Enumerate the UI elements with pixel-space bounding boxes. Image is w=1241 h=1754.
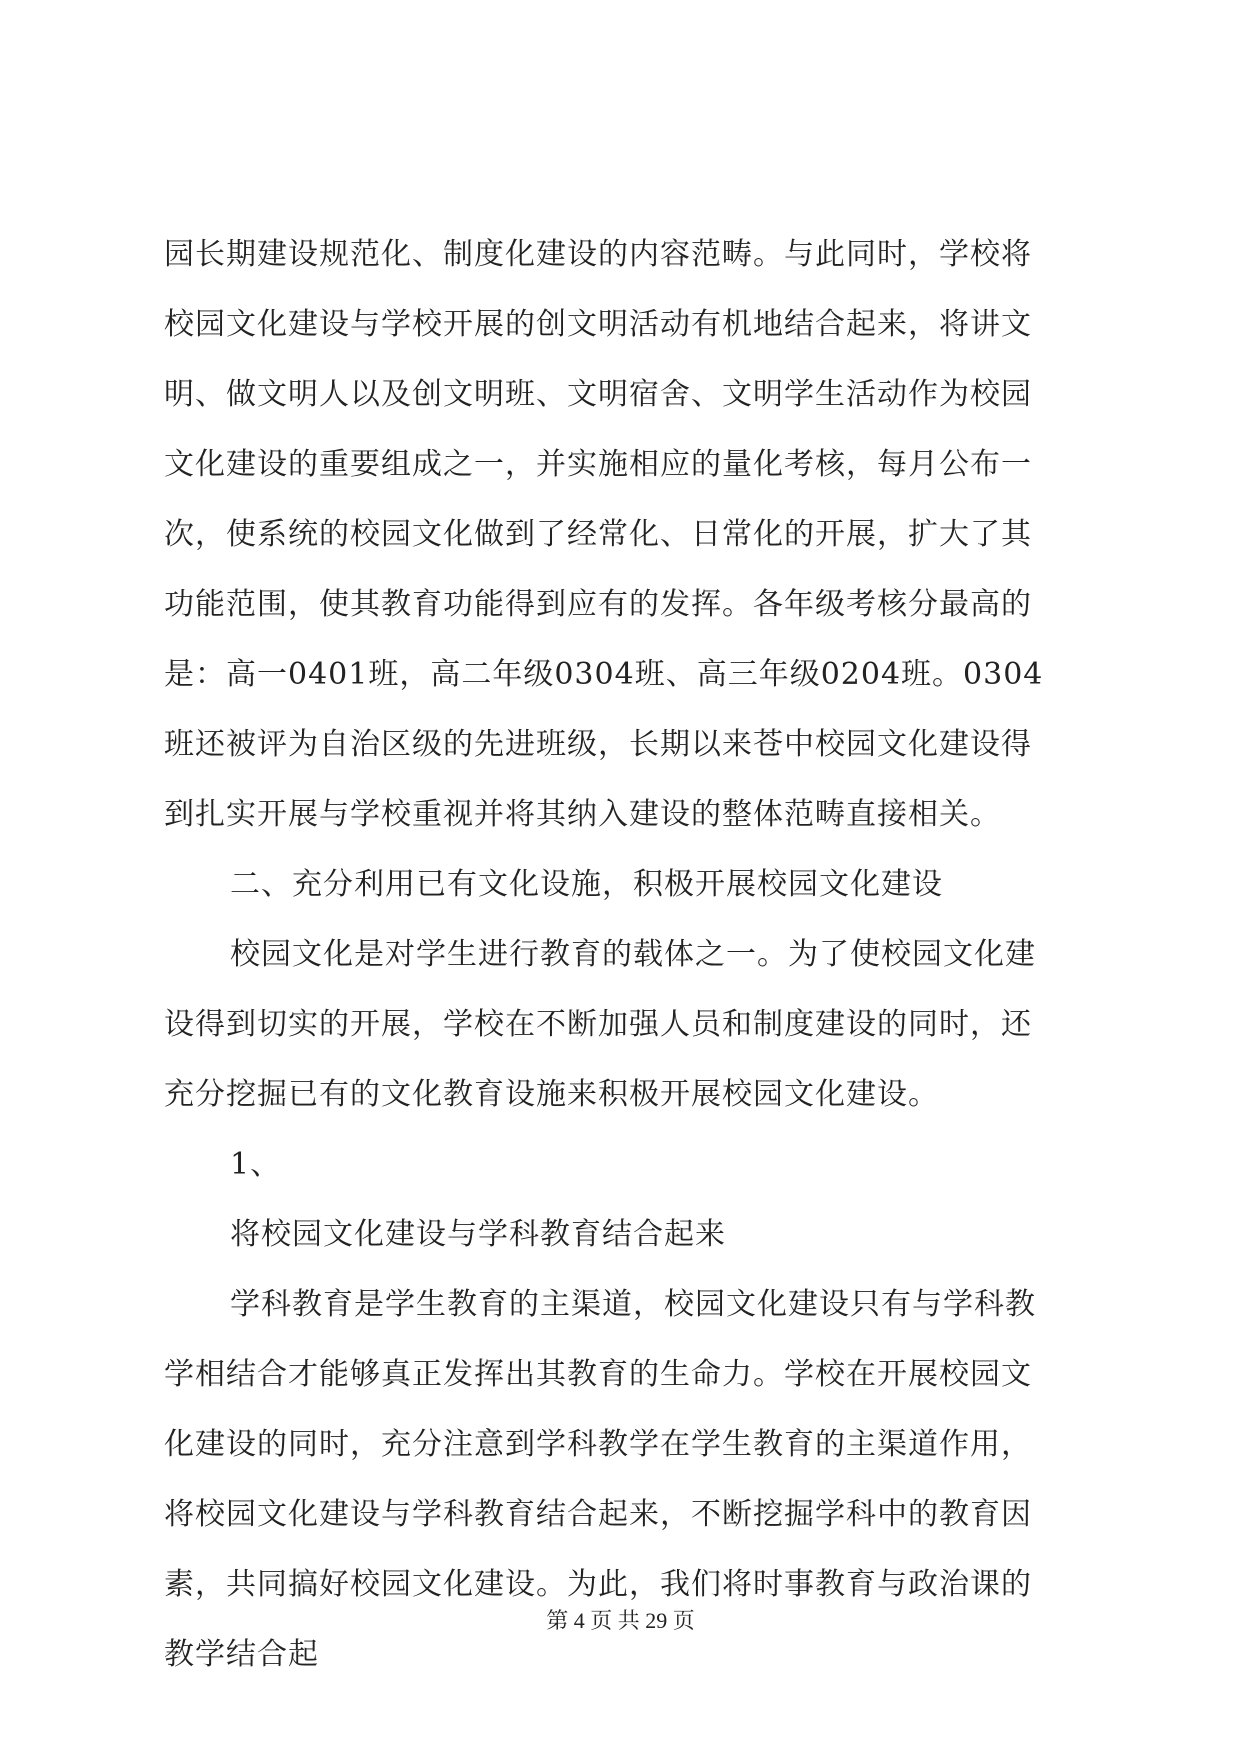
text-line: 教学结合起	[164, 1637, 319, 1672]
text-line: 学相结合才能够真正发挥出其教育的生命力。学校在开展校园文	[164, 1357, 1032, 1392]
document-body	[164, 234, 1090, 1704]
subsection-heading: 将校园文化建设与学科教育结合起来	[230, 1217, 726, 1252]
text-line: 文化建设的重要组成之一，并实施相应的量化考核，每月公布一	[164, 447, 1032, 482]
text-line: 将校园文化建设与学科教育结合起来，不断挖掘学科中的教育因	[164, 1497, 1032, 1532]
text-line: 充分挖掘已有的文化教育设施来积极开展校园文化建设。	[164, 1077, 939, 1112]
page-number-footer: 第 4 页 共 29 页	[546, 1608, 695, 1633]
paragraph-start: 校园文化是对学生进行教育的载体之一。为了使校园文化建	[230, 937, 1036, 972]
text-line: 班还被评为自治区级的先进班级，长期以来苍中校园文化建设得	[164, 727, 1032, 762]
text-line: 设得到切实的开展，学校在不断加强人员和制度建设的同时，还	[164, 1007, 1032, 1042]
paragraph-start: 学科教育是学生教育的主渠道，校园文化建设只有与学科教	[230, 1287, 1036, 1322]
text-line: 明、做文明人以及创文明班、文明宿舍、文明学生活动作为校园	[164, 377, 1032, 412]
text-line: 校园文化建设与学校开展的创文明活动有机地结合起来，将讲文	[164, 307, 1032, 342]
text-line: 功能范围，使其教育功能得到应有的发挥。各年级考核分最高的	[164, 587, 1032, 622]
text-line: 素，共同搞好校园文化建设。为此，我们将时事教育与政治课的	[164, 1567, 1032, 1602]
text-line: 到扎实开展与学校重视并将其纳入建设的整体范畴直接相关。	[164, 797, 1001, 832]
list-number: 1、	[230, 1147, 282, 1182]
text-line: 园长期建设规范化、制度化建设的内容范畴。与此同时，学校将	[164, 237, 1032, 272]
text-line: 化建设的同时，充分注意到学科教学在学生教育的主渠道作用，	[164, 1427, 1032, 1462]
text-line: 是：高一0401班，高二年级0304班、高三年级0204班。0304	[164, 657, 1044, 692]
section-heading: 二、充分利用已有文化设施，积极开展校园文化建设	[230, 867, 943, 902]
text-line: 次，使系统的校园文化做到了经常化、日常化的开展，扩大了其	[164, 517, 1032, 552]
